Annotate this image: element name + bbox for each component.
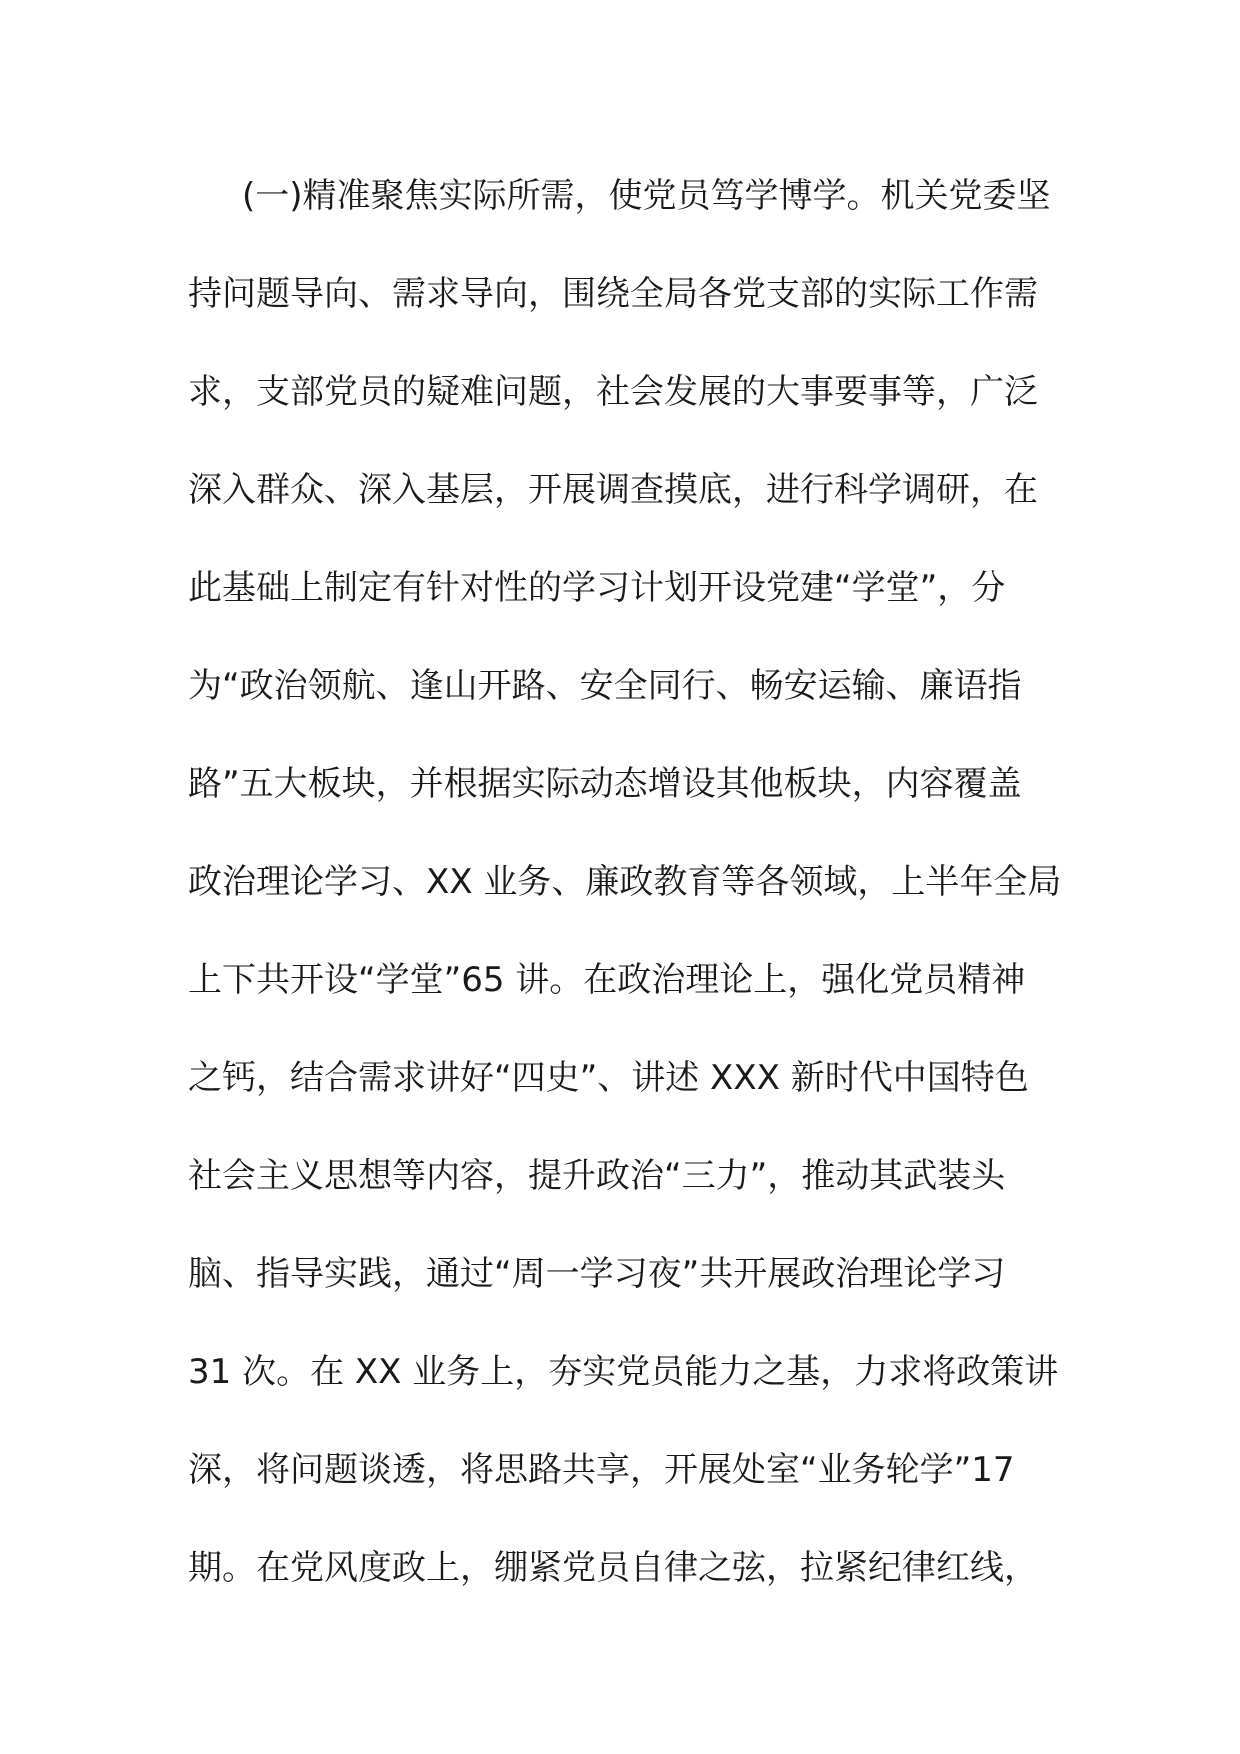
- paragraph-line: 之钙，结合需求讲好“四史”、讲述 XXX 新时代中国特色: [188, 1058, 1029, 1098]
- paragraph-line: 期。在党风度政上，绷紧党员自律之弦，拉紧纪律红线，: [188, 1548, 1038, 1588]
- paragraph-line: 为“政治领航、逢山开路、安全同行、畅安运输、廉语指: [188, 666, 1022, 706]
- paragraph-line: 深，将问题谈透，将思路共享，开展处室“业务轮学”17: [188, 1450, 1015, 1490]
- paragraph-line: (一)精准聚焦实际所需，使党员笃学博学。机关党委坚: [242, 176, 1051, 216]
- paragraph-line: 脑、指导实践，通过“周一学习夜”共开展政治理论学习: [188, 1254, 1006, 1294]
- paragraph-line: 深入群众、深入基层，开展调查摸底，进行科学调研，在: [188, 470, 1038, 510]
- paragraph-line: 此基础上制定有针对性的学习计划开设党建“学堂”，分: [188, 568, 1006, 608]
- paragraph-line: 政治理论学习、XX 业务、廉政教育等各领域，上半年全局: [188, 862, 1062, 902]
- paragraph-line: 31 次。在 XX 业务上，夯实党员能力之基，力求将政策讲: [188, 1352, 1059, 1392]
- paragraph-line: 求，支部党员的疑难问题，社会发展的大事要事等，广泛: [188, 372, 1038, 412]
- paragraph-line: 社会主义思想等内容，提升政治“三力”，推动其武装头: [188, 1156, 1006, 1196]
- paragraph-line: 上下共开设“学堂”65 讲。在政治理论上，强化党员精神: [188, 960, 1026, 1000]
- paragraph-line: 路”五大板块，并根据实际动态增设其他板块，内容覆盖: [188, 764, 1022, 804]
- paragraph-line: 持问题导向、需求导向，围绕全局各党支部的实际工作需: [188, 274, 1038, 314]
- body-paragraph: [188, 166, 1068, 1636]
